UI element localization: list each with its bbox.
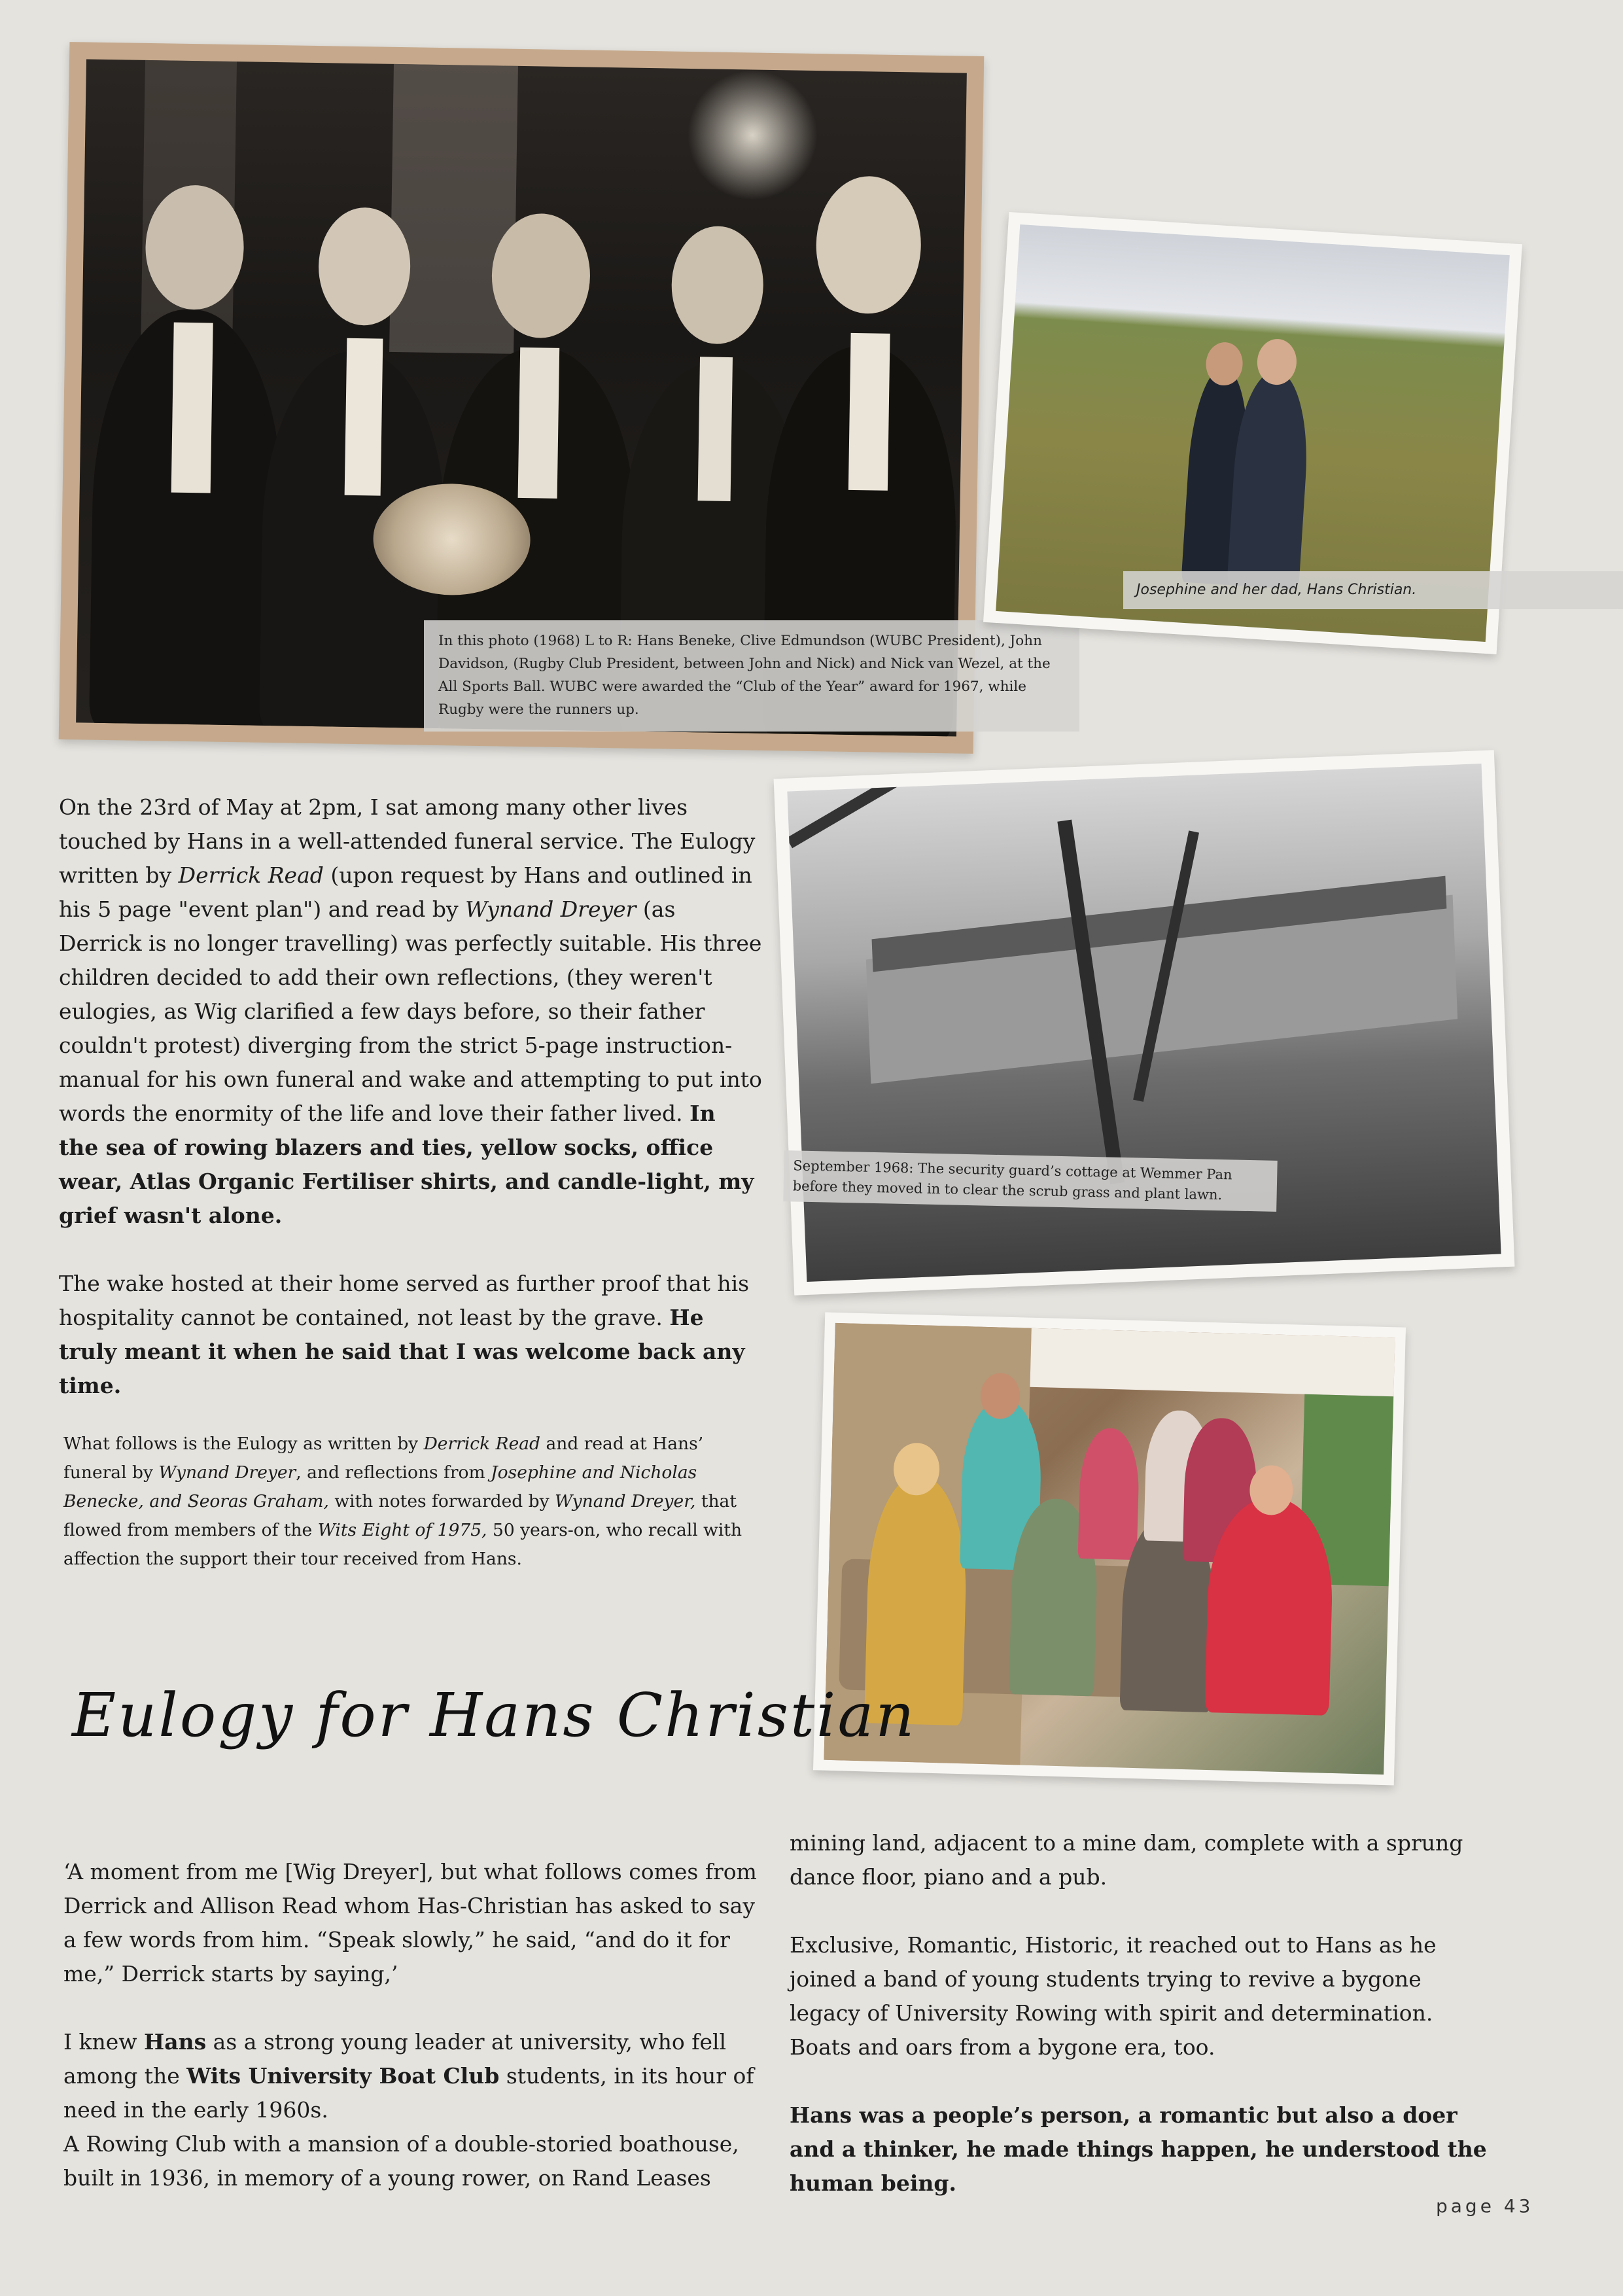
- eulogy-intro: What follows is the Eulogy as written by Derrick Read and read at Hans’ funeral by Wynand Dreyer, and reflections from Josephine and Nicholas Benecke, and Seoras Graham, with notes forwarded by Wynand Dreyer, that flowed from members of the Wits Eight of 1975, 50 years-on, who recall with affection the support their tour received from Hans.: [63, 1434, 742, 1569]
- name-wynand-dreyer: Wynand Dreyer: [465, 896, 637, 922]
- article-column-1: [59, 790, 762, 1403]
- photo1-caption: In this photo (1968) L to R: Hans Beneke, Clive Edmundson (WUBC President), John Davidson, (Rugby Club President, between John and Nick) and Nick van Wezel, at the All Sports Ball. WUBC were awarded the “Club of the Year” award for 1967, while Rugby were the runners up.: [424, 620, 1079, 732]
- photo2-caption: Josephine and her dad, Hans Christian.: [1123, 571, 1623, 609]
- photo-cottage-wemmer-pan: [774, 750, 1515, 1296]
- photo3-caption: September 1968: The security guard’s cottage at Wemmer Pan before they moved in to clear the scrub grass and plant lawn.: [783, 1150, 1277, 1212]
- name-derrick-read: Derrick Read: [178, 862, 324, 888]
- article-column-3: [790, 1826, 1493, 2200]
- paragraph-wake: The wake hosted at their home served as further proof that his hospitality cannot be contained, not least by the grave. He truly meant it when he said that I was welcome back any time.: [59, 1271, 750, 1398]
- paragraph-mining-land: mining land, adjacent to a mine dam, complete with a sprung dance floor, piano and a pub.: [790, 1830, 1463, 1890]
- emphasis-welcome-back: He truly meant it when he said that I was welcome back any time.: [59, 1305, 745, 1398]
- paragraph-knew-hans: I knew Hans as a strong young leader at university, who fell among the Wits University Boat Club students, in its hour of need in the early 1960s.: [63, 2029, 754, 2123]
- paragraph-wig-dreyer-note: ‘A moment from me [Wig Dreyer], but what follows comes from Derrick and Allison Read whom Has-Christian has asked to say a few words from him. “Speak slowly,” he said, “and do it for me,” Derrick starts by saying,’: [63, 1859, 757, 1987]
- emphasis-grief: In the sea of rowing blazers and ties, yellow socks, office wear, Atlas Organic Fertiliser shirts, and candle-light, my grief wasn't alone.: [59, 1101, 754, 1228]
- paragraph-funeral-service: On the 23rd of May at 2pm, I sat among many other lives touched by Hans in a well-attended funeral service. The Eulogy written by Derrick Read (upon request by Hans and outlined in his 5 page "event plan") and read by Wynand Dreyer (as Derrick is no longer travelling) was perfectly suitable. His three children decided to add their own reflections, (they weren't eulogies, as Wig clarified a few days before, so their father couldn't protest) diverging from the strict 5-page instruction-manual for his own funeral and wake and attempting to put into words the enormity of the life and love their father lived. In the sea of rowing blazers and ties, yellow socks, office wear, Atlas Organic Fertiliser shirts, and candle-light, my grief wasn't alone.: [59, 794, 762, 1228]
- eulogy-title: Eulogy for Hans Christian: [72, 1680, 916, 1750]
- paragraph-peoples-person: Hans was a people’s person, a romantic but also a doer and a thinker, he made things happen, he understood the human being.: [790, 2102, 1487, 2196]
- page-number: page 43: [1436, 2195, 1534, 2217]
- paragraph-exclusive-romantic: Exclusive, Romantic, Historic, it reached out to Hans as he joined a band of young students trying to revive a bygone legacy of University Rowing with spirit and determination. Boats and oars from a bygone era, too.: [790, 1932, 1437, 2060]
- article-column-2: [63, 1855, 767, 2195]
- paragraph-rowing-club: A Rowing Club with a mansion of a double-storied boathouse, built in 1936, in memory of a young rower, on Rand Leases: [63, 2131, 739, 2191]
